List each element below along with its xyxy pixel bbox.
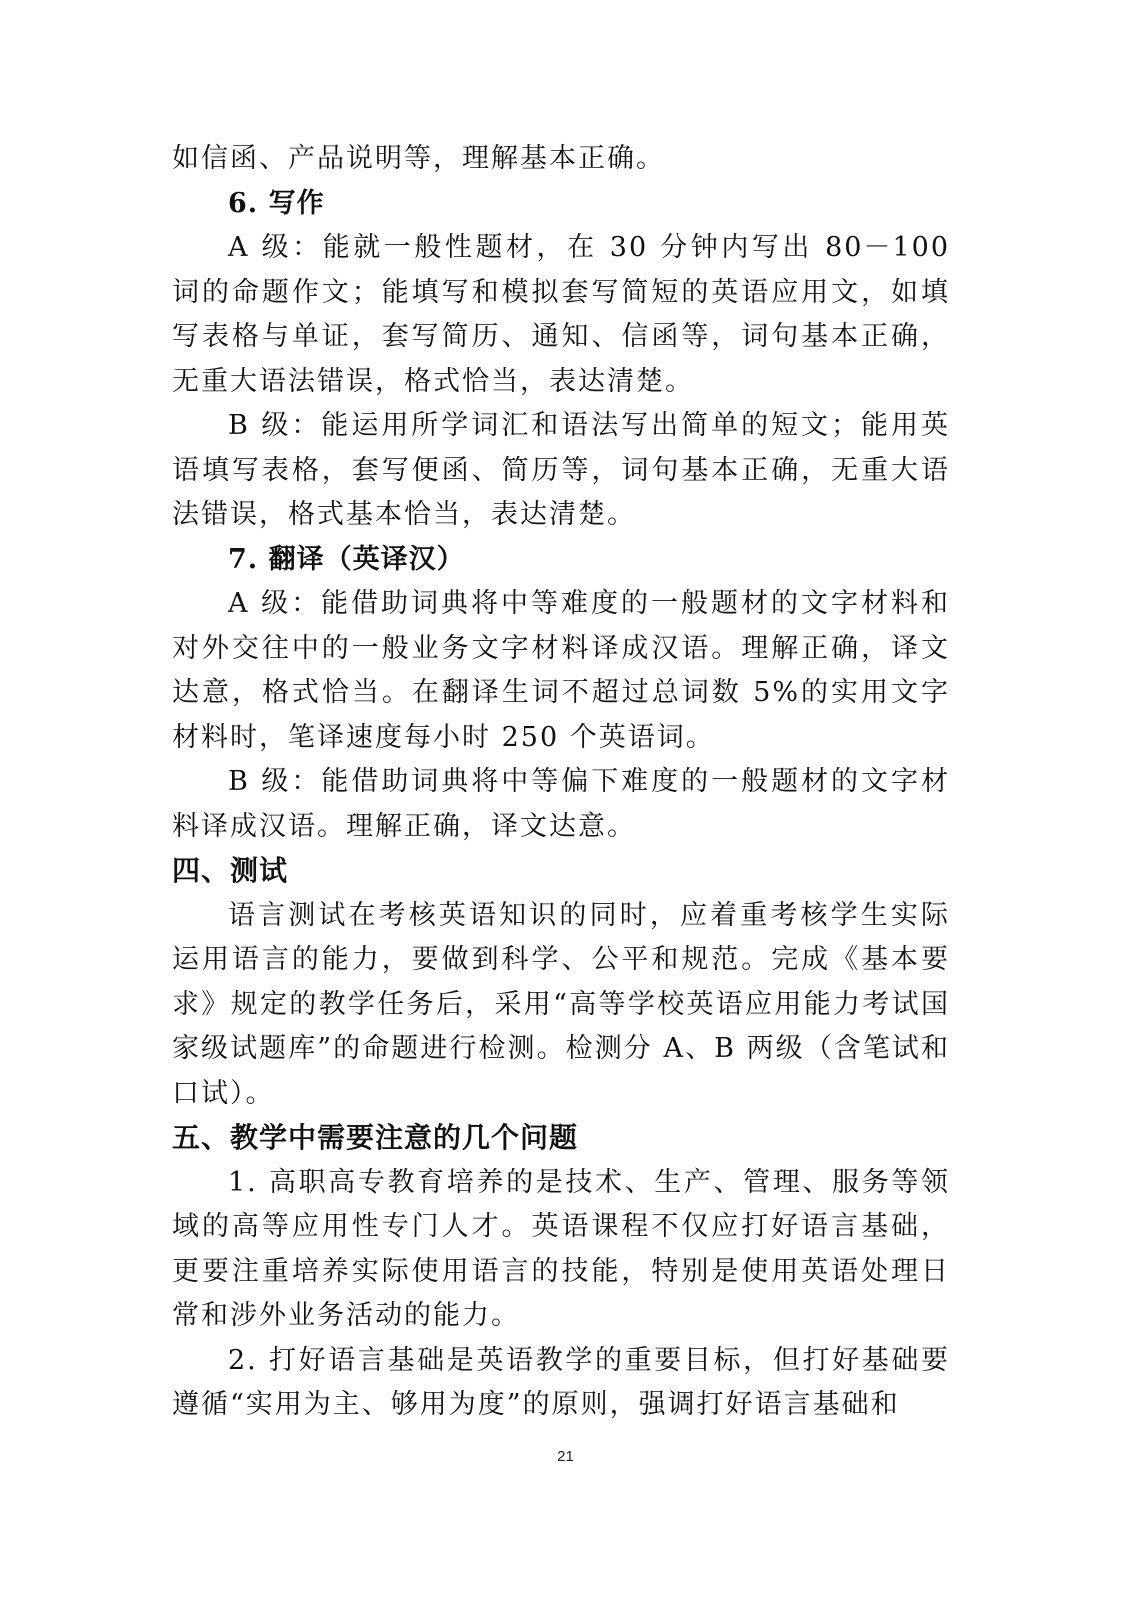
paragraph-issue-2: 2. 打好语言基础是英语教学的重要目标，但打好基础要遵循“实用为主、够用为度”的原则，强调打好语言基础和 <box>172 1344 950 1420</box>
heading-translation: 7. 翻译（英译汉） <box>228 543 465 575</box>
paragraph-continuation: 如信函、产品说明等，理解基本正确。 <box>172 143 665 174</box>
paragraph-translation-level-a: A 级：能借助词典将中等难度的一般题材的文字材料和对外交往中的一般业务文字材料译成汉语。理解正确，译文达意，格式恰当。在翻译生词不超过总词数 5%的实用文字材料时，笔译速度每小时 250 个英语词。 <box>172 588 950 753</box>
paragraph-translation-level-b: B 级：能借助词典将中等偏下难度的一般题材的文字材料译成汉语。理解正确，译文达意。 <box>172 766 950 842</box>
heading-writing: 6. 写作 <box>228 187 325 219</box>
paragraph-writing-level-a: A 级：能就一般性题材，在 30 分钟内写出 80－100 词的命题作文；能填写和模拟套写简短的英语应用文，如填写表格与单证，套写简历、通知、信函等，词句基本正确，无重大语法错误，格式恰当，表达清楚。 <box>172 232 950 397</box>
paragraph-issue-1: 1. 高职高专教育培养的是技术、生产、管理、服务等领域的高等应用性专门人才。英语课程不仅应打好语言基础，更要注重培养实际使用语言的技能，特别是使用英语处理日常和涉外业务活动的能力。 <box>172 1166 950 1331</box>
paragraph-test: 语言测试在考核英语知识的同时，应着重考核学生实际运用语言的能力，要做到科学、公平和规范。完成《基本要求》规定的教学任务后，采用“高等学校英语应用能力考试国家级试题库”的命题进行检测。检测分 A、B 两级（含笔试和口试）。 <box>172 899 950 1109</box>
paragraph-writing-level-b: B 级：能运用所学词汇和语法写出简单的短文；能用英语填写表格，套写便函、简历等，词句基本正确，无重大语法错误，格式基本恰当，表达清楚。 <box>172 410 950 530</box>
page-number: 21 <box>557 1448 574 1465</box>
section-heading-test: 四、测试 <box>172 854 289 887</box>
page-body <box>172 137 950 1428</box>
section-heading-issues: 五、教学中需要注意的几个问题 <box>172 1121 579 1154</box>
